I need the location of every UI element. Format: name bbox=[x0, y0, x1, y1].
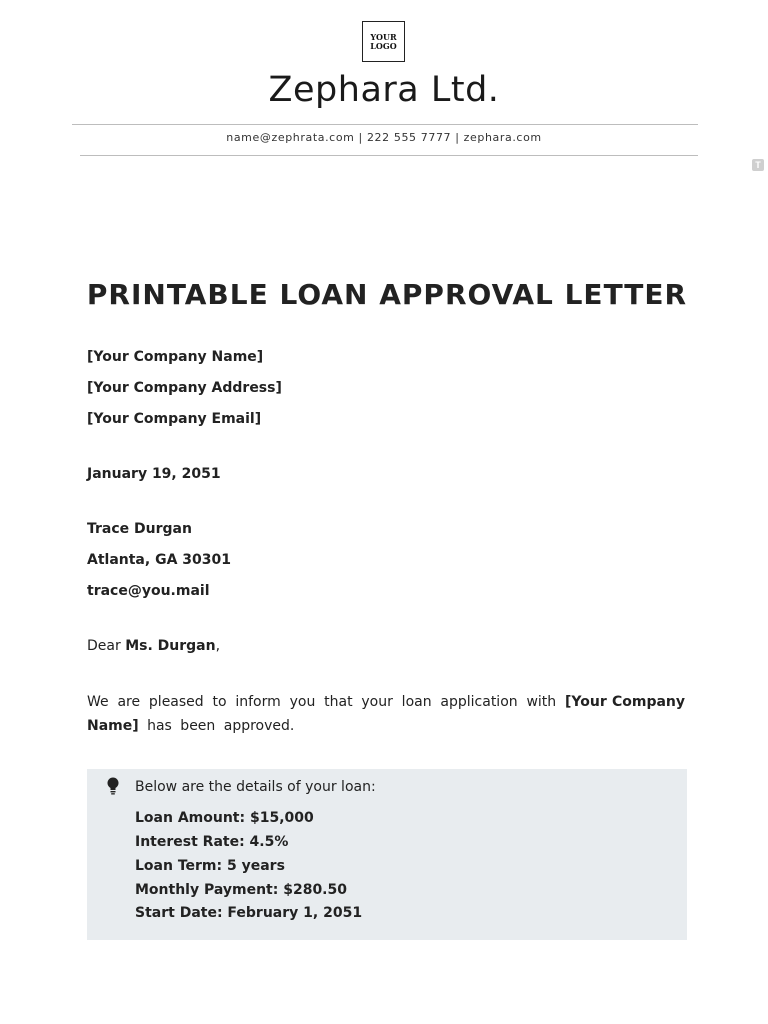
salutation-prefix: Dear bbox=[87, 638, 126, 654]
salutation bbox=[87, 638, 220, 654]
salutation-suffix: , bbox=[215, 638, 221, 654]
company-name: Zephara Ltd. bbox=[268, 70, 500, 110]
lightbulb-icon bbox=[106, 777, 120, 795]
body-text-part1: We are pleased to inform you that your loan application with bbox=[87, 694, 565, 710]
detail-monthly-payment: Monthly Payment: $280.50 bbox=[135, 882, 347, 898]
text-tool-icon[interactable]: T bbox=[752, 159, 764, 171]
recipient-name: Trace Durgan bbox=[87, 521, 192, 537]
recipient-city: Atlanta, GA 30301 bbox=[87, 552, 231, 568]
detail-loan-term: Loan Term: 5 years bbox=[135, 858, 285, 874]
recipient-email: trace@you.mail bbox=[87, 583, 210, 599]
sender-company-name: [Your Company Name] bbox=[87, 349, 264, 365]
logo-text-line2: LOGO bbox=[370, 40, 397, 51]
header-divider-top bbox=[72, 124, 698, 125]
detail-loan-amount: Loan Amount: $15,000 bbox=[135, 810, 314, 826]
header-divider-bottom bbox=[80, 155, 698, 156]
logo-text-line1: YOUR bbox=[370, 31, 397, 42]
salutation-name: Ms. Durgan bbox=[125, 638, 216, 654]
body-company-name: [Your Company Name] bbox=[87, 694, 686, 734]
approval-paragraph bbox=[87, 690, 685, 738]
letter-date: January 19, 2051 bbox=[87, 466, 221, 482]
detail-start-date: Start Date: February 1, 2051 bbox=[135, 905, 363, 921]
logo-placeholder bbox=[362, 21, 405, 62]
detail-interest-rate: Interest Rate: 4.5% bbox=[135, 834, 289, 850]
contact-line: name@zephrata.com | 222 555 7777 | zephara.com bbox=[226, 131, 542, 144]
sender-company-address: [Your Company Address] bbox=[87, 380, 282, 396]
body-text-part2: has been approved. bbox=[138, 718, 295, 734]
loan-details-box bbox=[87, 769, 687, 940]
document-title: PRINTABLE LOAN APPROVAL LETTER bbox=[86, 278, 688, 311]
sender-company-email: [Your Company Email] bbox=[87, 411, 262, 427]
details-intro: Below are the details of your loan: bbox=[135, 779, 376, 795]
